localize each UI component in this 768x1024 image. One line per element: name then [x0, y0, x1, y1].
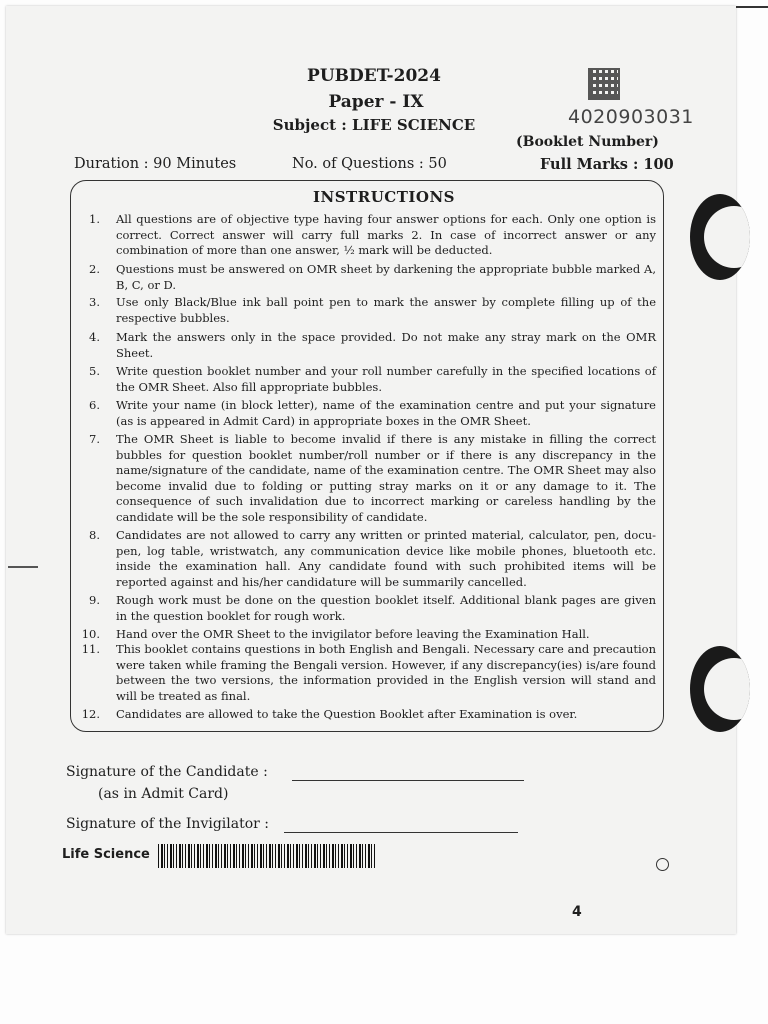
instruction-text: Rough work must be done on the question booklet itself. Additional blank pages are given in the question booklet for rough work.: [116, 593, 656, 623]
full-marks: Full Marks : 100: [540, 156, 674, 173]
instruction-text: Write your name (in block letter), name of the examination centre and put your signature (as is appeared in Admit Card) in appropriate boxes in the OMR Sheet.: [116, 398, 656, 428]
instruction-number: 11.: [81, 642, 100, 656]
paper-number: Paper - IX: [328, 92, 424, 112]
qr-code-icon: [588, 68, 620, 100]
instruction-item: [80, 364, 656, 395]
instruction-number: 6.: [89, 398, 100, 412]
instruction-text: Use only Black/Blue ink ball point pen to mark the answer by complete filling up of the respective bubbles.: [116, 295, 656, 325]
invigilator-signature-label: Signature of the Invigilator :: [66, 816, 270, 832]
instruction-item: [80, 627, 656, 643]
instruction-item: [80, 262, 656, 293]
candidate-signature-label: Signature of the Candidate :: [66, 764, 268, 780]
page-edge-line: [736, 6, 768, 8]
instruction-text: This booklet contains questions in both English and Bengali. Necessary care and precaution were taken while framing the Bengali version. However, if any discrepancy(ies) is/are found between the two versions, the information provided in the English version will stand and will be treated as final.: [116, 642, 656, 703]
candidate-signature-line: [292, 780, 524, 781]
instruction-number: 4.: [89, 330, 100, 344]
instruction-item: [80, 398, 656, 429]
page-number: 4: [572, 904, 582, 920]
instruction-item: [80, 330, 656, 361]
instruction-item: [80, 707, 656, 723]
instruction-number: 3.: [89, 295, 100, 309]
instruction-text: Hand over the OMR Sheet to the invigilator before leaving the Examination Hall.: [116, 627, 590, 641]
instruction-number: 1.: [89, 212, 100, 226]
instruction-number: 5.: [89, 364, 100, 378]
margin-mark: [8, 566, 38, 568]
admit-card-note: (as in Admit Card): [98, 786, 229, 802]
instruction-number: 2.: [89, 262, 100, 276]
number-of-questions: No. of Questions : 50: [292, 156, 447, 172]
instruction-text: Write question booklet number and your roll number carefully in the specified locations of the OMR Sheet. Also fill appropriate bubbles.: [116, 364, 656, 394]
booklet-number-label: (Booklet Number): [516, 134, 659, 150]
instructions-heading: INSTRUCTIONS: [313, 188, 455, 206]
instruction-text: Questions must be answered on OMR sheet by darkening the appropriate bubble marked A, B, C, or D.: [116, 262, 656, 292]
instruction-item: [80, 642, 656, 704]
instruction-item: [80, 295, 656, 326]
instruction-number: 9.: [89, 593, 100, 607]
instruction-item: [80, 593, 656, 624]
instruction-text: Candidates are allowed to take the Question Booklet after Examination is over.: [116, 707, 578, 721]
circle-mark-icon: [656, 858, 669, 871]
barcode-icon: [158, 844, 376, 868]
instruction-text: The OMR Sheet is liable to become invalid if there is any mistake in filling the correct bubbles for question booklet number/roll number or if there is any discrepancy in the name/signature of the candidate, name of the examination centre. The OMR Sheet may also become invalid due to folding or putting stray marks on it or any damage to it. The consequence of such invalidation due to incorrect marking or careless handling by the candidate will be the sole responsibility of candidate.: [116, 432, 656, 524]
instruction-number: 10.: [81, 627, 100, 641]
instruction-number: 7.: [89, 432, 100, 446]
instruction-number: 12.: [81, 707, 100, 721]
exam-title: PUBDET-2024: [307, 66, 441, 86]
binder-stamp-icon: [690, 646, 750, 732]
instruction-text: Mark the answers only in the space provided. Do not make any stray mark on the OMR Sheet.: [116, 330, 656, 360]
instruction-item: [80, 212, 656, 259]
subject-title: Subject : LIFE SCIENCE: [272, 116, 476, 134]
footer-subject: Life Science: [62, 847, 150, 862]
duration: Duration : 90 Minutes: [74, 156, 237, 172]
instruction-text: Candidates are not allowed to carry any written or printed material, calculator, pen, docu-pen, log table, wristwatch, any communication device like mobile phones, bluetooth etc. inside the examination hall. Any candidate found with such prohibited items will be reported against and his/her candidature will be summarily cancelled.: [116, 528, 656, 589]
booklet-number: 4020903031: [568, 106, 694, 128]
invigilator-signature-line: [284, 832, 518, 833]
instruction-item: [80, 528, 656, 590]
instruction-number: 8.: [89, 528, 100, 542]
binder-stamp-icon: [690, 194, 750, 280]
instruction-item: [80, 432, 656, 526]
instruction-text: All questions are of objective type having four answer options for each. Only one option is correct. Correct answer will carry full marks 2. In case of incorrect answer or any combination of more than one answer, ½ mark will be deducted.: [116, 212, 656, 258]
